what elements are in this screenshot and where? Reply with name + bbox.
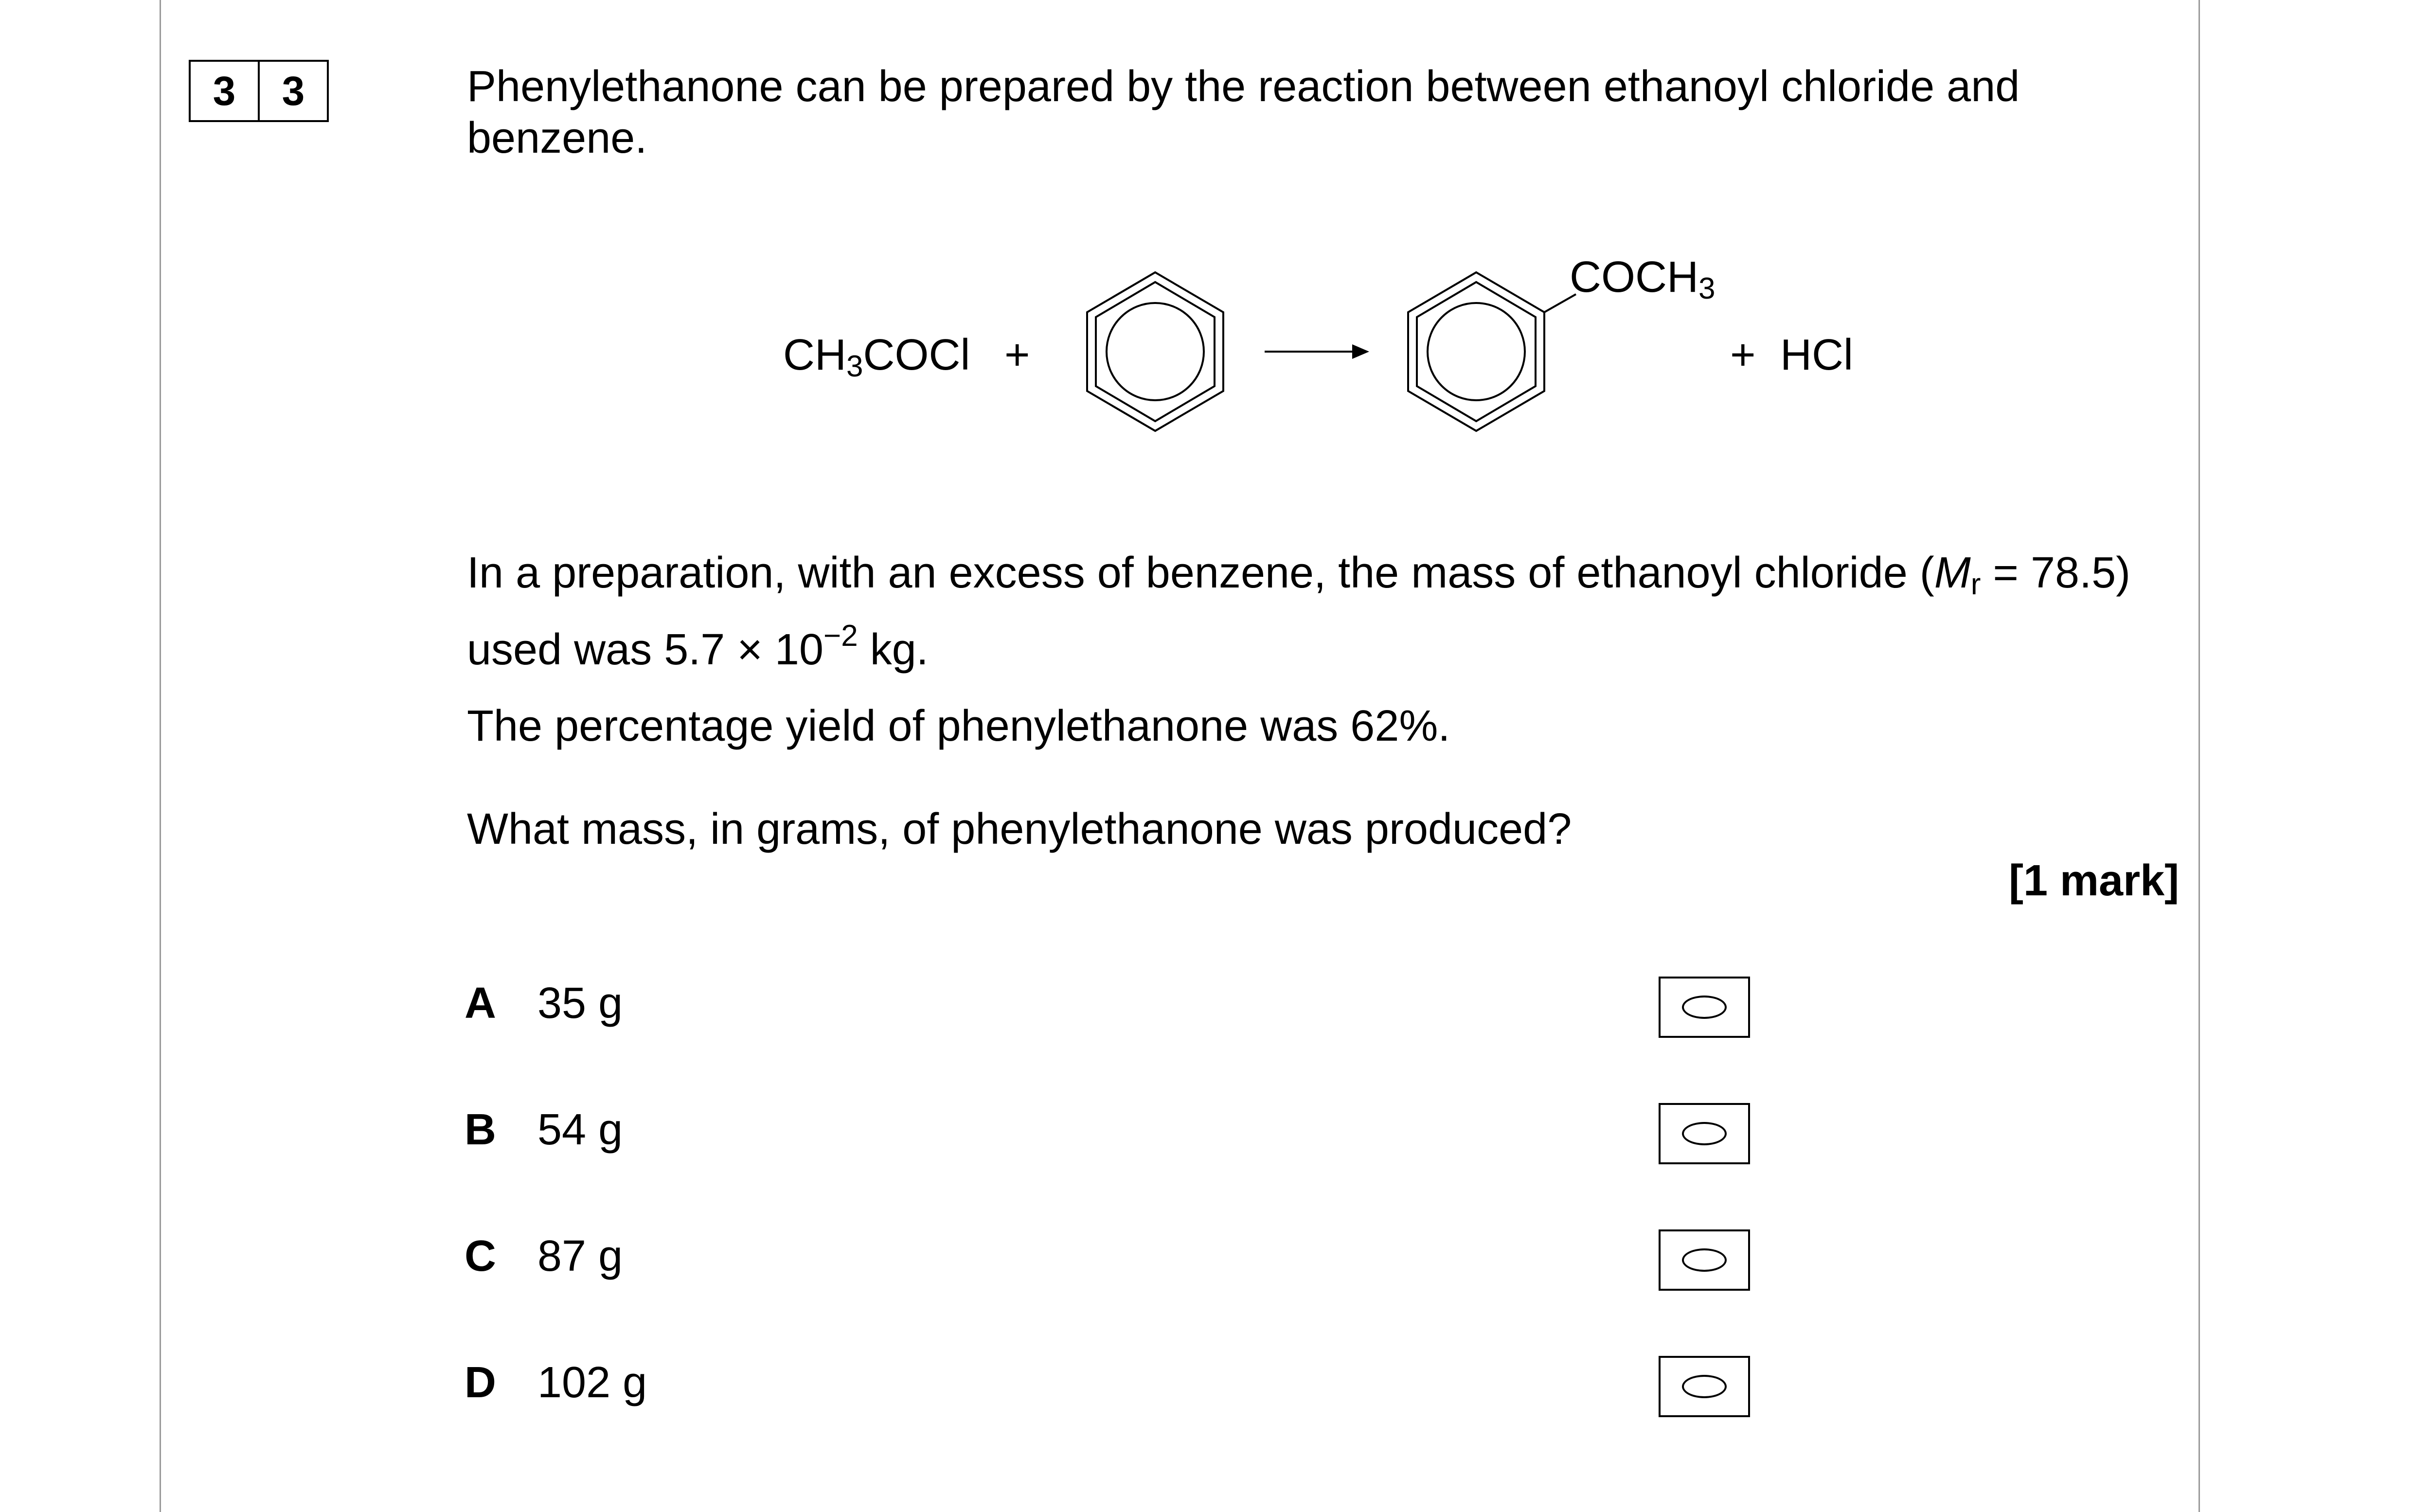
preparation-text	[467, 547, 2199, 676]
reactant-cocl: COCl	[863, 331, 970, 379]
question-intro: Phenylethanone can be prepared by the reaction between ethanoyl chloride and benzene.	[467, 62, 2020, 162]
option-letter: D	[465, 1358, 496, 1407]
option-text: 102 g	[537, 1358, 647, 1407]
prep-text-2: = 78.5) used was 5.7 × 10	[467, 549, 2131, 674]
acyl-group-label	[1570, 253, 1715, 313]
acyl-subscript: 3	[1698, 272, 1716, 305]
option-text: 35 g	[537, 979, 623, 1028]
option-c	[465, 1230, 623, 1282]
answer-oval-icon	[1682, 1122, 1727, 1145]
reactant-ch: CH	[783, 331, 846, 379]
answer-box-d[interactable]	[1659, 1356, 1750, 1417]
mr-subscript: r	[1970, 568, 1981, 601]
equation-plus: +	[1730, 331, 1756, 379]
option-b	[465, 1104, 623, 1156]
phenylethanone-ring-icon	[1408, 272, 1576, 431]
answer-box-a[interactable]	[1659, 977, 1750, 1038]
question-prompt: What mass, in grams, of phenylethanone was produced?	[467, 805, 1572, 854]
prep-unit: kg.	[858, 625, 929, 674]
equation-plus: +	[1004, 331, 1030, 379]
answer-box-b[interactable]	[1659, 1103, 1750, 1164]
question-number-digit: 3	[258, 62, 327, 120]
mr-symbol: M	[1934, 549, 1971, 597]
answer-oval-icon	[1682, 1375, 1727, 1398]
option-letter: C	[465, 1232, 496, 1281]
exponent: −2	[823, 619, 858, 653]
option-letter: B	[465, 1105, 496, 1154]
prep-text-1: In a preparation, with an excess of benzene, the mass of ethanoyl chloride (	[467, 549, 1934, 597]
option-letter: A	[465, 979, 496, 1028]
option-d	[465, 1357, 647, 1408]
yield-text: The percentage yield of phenylethanone was 62%.	[467, 702, 1450, 750]
answer-oval-icon	[1682, 1248, 1727, 1272]
reaction-arrow-icon	[1265, 344, 1369, 359]
option-a	[465, 978, 623, 1029]
question-number-digit: 3	[213, 68, 236, 114]
option-text: 87 g	[537, 1232, 623, 1281]
answer-box-c[interactable]	[1659, 1229, 1750, 1291]
equation-byproduct: HCl	[1780, 331, 1853, 379]
acyl-coch: COCH	[1570, 253, 1698, 302]
reactant-subscript: 3	[846, 350, 863, 383]
benzene-ring-icon	[1087, 272, 1223, 431]
option-text: 54 g	[537, 1105, 623, 1154]
answer-oval-icon	[1682, 996, 1727, 1019]
marks-label: [1 mark]	[2009, 856, 2180, 905]
